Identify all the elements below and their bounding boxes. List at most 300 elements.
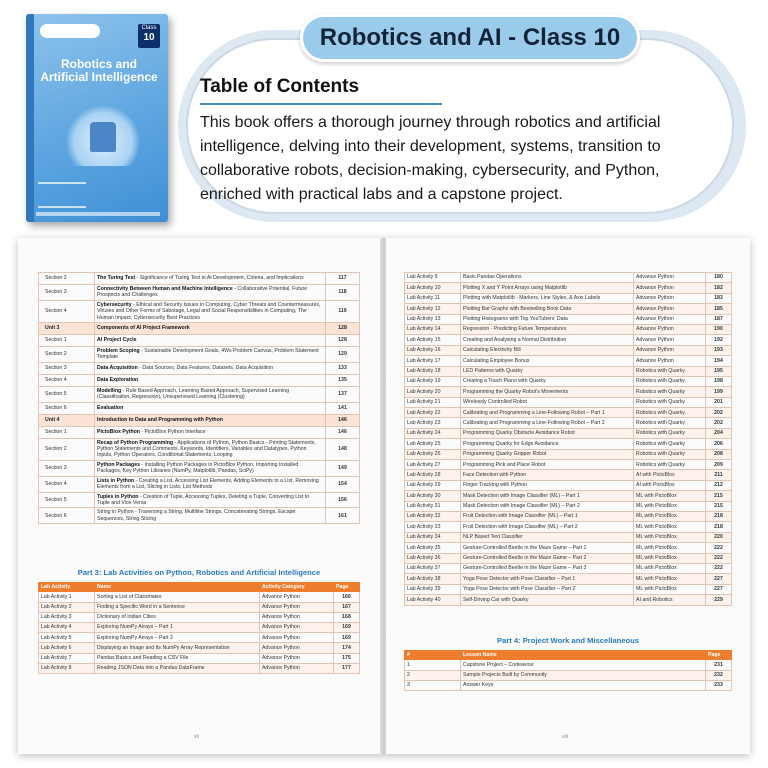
toc-topic-title: Evaluation xyxy=(97,404,124,411)
right-page xyxy=(386,238,750,754)
lab-category: AI and Robotics xyxy=(634,595,706,605)
toc-topic xyxy=(95,285,326,301)
lab-number: Lab Activity 37 xyxy=(405,563,461,573)
toc-row xyxy=(39,438,360,460)
toc-topic xyxy=(95,438,326,460)
table-row xyxy=(405,314,732,324)
lab-page: 220 xyxy=(706,532,732,542)
table-row xyxy=(405,439,732,449)
toc-topic xyxy=(95,402,326,414)
lab-page: 198 xyxy=(706,376,732,386)
column-header: Lesson Name xyxy=(461,651,706,660)
table-row xyxy=(405,480,732,490)
lab-page: 222 xyxy=(706,563,732,573)
robot-illustration xyxy=(64,106,142,166)
lab-category: Advance Python xyxy=(260,643,334,653)
table-row xyxy=(405,335,732,345)
toc-topic-detail: - Creation of Tuple, Accessing Tuples, Deleting a Tuple, Converting List to Tuple and Vice-Versa xyxy=(97,493,310,506)
toc-topic-title: Cybersecurity xyxy=(97,301,132,308)
toc-table xyxy=(38,272,360,524)
left-page xyxy=(18,238,382,754)
publisher-logo xyxy=(40,24,100,38)
toc-row xyxy=(39,362,360,374)
column-header: Name xyxy=(95,583,260,592)
table-row xyxy=(405,660,732,670)
page-title: Robotics and AI - Class 10 xyxy=(319,24,621,51)
lab-page: 222 xyxy=(706,543,732,553)
lab-page: 222 xyxy=(706,553,732,563)
lab-name: Mask Detection with Image Classifier (ML) – Part 2 xyxy=(461,501,634,511)
column-header: # xyxy=(405,651,461,660)
lesson-page: 232 xyxy=(706,670,732,680)
toc-row xyxy=(39,347,360,363)
toc-section: Section 3 xyxy=(39,285,95,301)
toc-section: Section 3 xyxy=(39,362,95,374)
cover-footer-strip xyxy=(36,212,160,216)
toc-topic-detail: - Collaborative Potential, Future Prospects and Challenges xyxy=(97,286,308,299)
lab-page: 227 xyxy=(706,584,732,594)
lab-category: Advance Python xyxy=(634,345,706,355)
lab-activities-table-continued xyxy=(404,272,732,606)
lab-page: 182 xyxy=(706,283,732,293)
lab-number: Lab Activity 2 xyxy=(39,602,95,612)
toc-topic-detail: - Rule Based Approach, Learning Based Approach, Supervised Learning (Classification, Regression), Unsupervised Learning (Clustering) xyxy=(97,387,290,401)
lab-name: Yoga Pose Detector with Pose Classifier – Part 2 xyxy=(461,584,634,594)
lab-name: Finding a Specific Word in a Sentence xyxy=(95,602,260,612)
toc-section: Section 6 xyxy=(39,402,95,414)
toc-topic xyxy=(95,347,326,363)
lab-name: Pandas Basics and Reading a CSV File xyxy=(95,653,260,663)
book-spine xyxy=(26,14,34,222)
toc-topic-title: Problem Scoping xyxy=(97,348,140,355)
lab-category: Advance Python xyxy=(634,293,706,303)
lab-number: Lab Activity 26 xyxy=(405,449,461,459)
toc-page: 119 xyxy=(326,300,360,322)
toc-topic-detail: String in Python - Traversing a String, Multiline Strings, Concatenating Strings, Escape Sequences, String Slicing xyxy=(97,509,296,522)
toc-row xyxy=(39,476,360,492)
table-row xyxy=(39,622,360,632)
lab-category: AI with PictoBlox xyxy=(634,480,706,490)
toc-page: 137 xyxy=(326,386,360,402)
lab-name: Calibrating and Programming a Line-Following Robot – Part 1 xyxy=(461,408,634,418)
lesson-number: 2 xyxy=(405,670,461,680)
table-row xyxy=(405,470,732,480)
table-row xyxy=(405,680,732,690)
part3-title: Part 3: Lab Activities on Python, Robotics and Artificial Intelligence xyxy=(77,568,321,577)
lab-category: Robotics with Quarky xyxy=(634,366,706,376)
toc-topic-detail: - Installing Python Packages in PictoBlox Python, Importing Installed Packages, Key Python Libraries (NumPy, Matplotlib, Pandas, SciPy) xyxy=(97,461,299,475)
cover-decoration xyxy=(38,182,86,208)
lab-category: Robotics with Quarky xyxy=(634,376,706,386)
lab-number: Lab Activity 31 xyxy=(405,501,461,511)
toc-page: 146 xyxy=(326,414,360,426)
column-header: Lab Activity xyxy=(39,583,95,592)
lab-category: Advance Python xyxy=(634,314,706,324)
lab-category: Advance Python xyxy=(634,324,706,334)
lab-page: 169 xyxy=(334,633,360,643)
table-row xyxy=(405,670,732,680)
lab-page: 209 xyxy=(706,460,732,470)
lab-number: Lab Activity 13 xyxy=(405,314,461,324)
lab-category: Advance Python xyxy=(634,304,706,314)
toc-topic-detail: - Creating a List, Accessing List Elements, Adding Elements to a List, Removing Elements from a List, Slicing in Lists, List Methods xyxy=(97,477,319,491)
toc-section: Section 6 xyxy=(39,508,95,524)
toc-topic-title: Introduction to Data and Programming with Python xyxy=(97,416,223,423)
table-row xyxy=(405,522,732,532)
lab-name: Fruit Detection with Image Classifier (ML) – Part 1 xyxy=(461,511,634,521)
lab-number: Lab Activity 18 xyxy=(405,366,461,376)
lab-number: Lab Activity 1 xyxy=(39,592,95,602)
table-row xyxy=(39,663,360,673)
table-row xyxy=(39,653,360,663)
lab-page: 215 xyxy=(706,501,732,511)
table-row xyxy=(405,511,732,521)
toc-topic-title: Tuples in Python xyxy=(97,493,139,500)
lab-name: Regression - Predicting Future Temperatures xyxy=(461,324,634,334)
toc-section: Section 4 xyxy=(39,476,95,492)
table-row xyxy=(405,376,732,386)
lab-category: ML with PictoBlox xyxy=(634,511,706,521)
lab-page: 229 xyxy=(706,595,732,605)
lab-page: 187 xyxy=(706,314,732,324)
toc-row xyxy=(39,273,360,285)
toc-row xyxy=(39,374,360,386)
table-row xyxy=(405,408,732,418)
lab-category: ML with PictoBlox xyxy=(634,563,706,573)
table-row xyxy=(405,584,732,594)
toc-topic-detail: - Ethical and Security Issues in Computing, Cyber Threats and Countermeasures, Viruses and Other Forms of Sabotage, Legal and Social Responsibilities in Computing, The Human Impact, Cybersecurity Best Practices xyxy=(97,301,321,321)
lab-number: Lab Activity 20 xyxy=(405,387,461,397)
project-work-table xyxy=(404,650,732,691)
toc-row xyxy=(39,508,360,524)
toc-row xyxy=(39,386,360,402)
lab-page: 166 xyxy=(334,592,360,602)
lab-name: Exploring NumPy Arrays – Part 2 xyxy=(95,633,260,643)
lab-category: ML with PictoBlox xyxy=(634,522,706,532)
lab-page: 208 xyxy=(706,449,732,459)
lab-page: 167 xyxy=(334,602,360,612)
toc-topic-title: Modelling xyxy=(97,387,122,394)
lab-number: Lab Activity 28 xyxy=(405,470,461,480)
lab-page: 180 xyxy=(706,273,732,283)
lab-category: Advance Python xyxy=(634,356,706,366)
table-row xyxy=(405,324,732,334)
lab-number: Lab Activity 21 xyxy=(405,397,461,407)
lab-name: Creating and Analysing a Normal Distribution xyxy=(461,335,634,345)
lab-name: Plotting Histograms with Top YouTubers' Data xyxy=(461,314,634,324)
lab-name: Calculating Electricity Bill xyxy=(461,345,634,355)
lab-category: Advance Python xyxy=(634,335,706,345)
book-description: This book offers a thorough journey through robotics and artificial intelligence, delving into their development, systems, transition to collaborative robots, decision-making, cybersecurity, and Python, enriched with practical labs and a capstone project. xyxy=(200,114,661,203)
book-cover-title: Robotics and Artificial Intelligence xyxy=(40,57,158,84)
table-row xyxy=(405,543,732,553)
lab-page: 185 xyxy=(706,304,732,314)
lab-page: 169 xyxy=(334,622,360,632)
toc-page: 118 xyxy=(326,285,360,301)
lab-category: Advance Python xyxy=(260,592,334,602)
lab-number: Lab Activity 34 xyxy=(405,532,461,542)
lesson-page: 233 xyxy=(706,680,732,690)
lab-number: Lab Activity 39 xyxy=(405,584,461,594)
lab-category: Robotics with Quarky xyxy=(634,449,706,459)
lab-name: Plotting X and Y Point Arrays using Matplotlib xyxy=(461,283,634,293)
lesson-name: Sample Projects Built by Community xyxy=(461,670,706,680)
toc-page: 128 xyxy=(326,335,360,347)
table-row xyxy=(39,592,360,602)
lab-number: Lab Activity 22 xyxy=(405,408,461,418)
lab-name: Yoga Pose Detector with Pose Classifier – Part 1 xyxy=(461,574,634,584)
lab-category: Robotics with Quarky xyxy=(634,408,706,418)
lab-number: Lab Activity 33 xyxy=(405,522,461,532)
lab-name: Creating a Touch Piano with Quarky xyxy=(461,376,634,386)
heading-underline xyxy=(200,103,442,105)
lab-page: 206 xyxy=(706,439,732,449)
lab-name: Plotting with Matplotlib - Markers, Line Styles, & Axis Labels xyxy=(461,293,634,303)
unit-row xyxy=(39,414,360,426)
lab-number: Lab Activity 32 xyxy=(405,511,461,521)
table-row xyxy=(405,553,732,563)
lab-page: 174 xyxy=(334,643,360,653)
toc-section: Section 1 xyxy=(39,335,95,347)
lab-name: Programming Quarky Obstacle Avoidance Robot xyxy=(461,428,634,438)
toc-topic xyxy=(95,476,326,492)
table-row xyxy=(39,602,360,612)
lab-number: Lab Activity 11 xyxy=(405,293,461,303)
toc-section: Unit 3 xyxy=(39,323,95,335)
lab-category: Robotics with Quarky xyxy=(634,439,706,449)
table-row xyxy=(39,612,360,622)
page-number-right: viii xyxy=(562,734,568,740)
toc-topic-detail: - Data Sources, Data Features, Datasets, Data Acquisition xyxy=(137,365,273,372)
table-row xyxy=(405,595,732,605)
lab-number: Lab Activity 10 xyxy=(405,283,461,293)
toc-section: Section 2 xyxy=(39,273,95,285)
lab-number: Lab Activity 12 xyxy=(405,304,461,314)
lab-name: NLP Based Text Classifier xyxy=(461,532,634,542)
toc-section: Section 2 xyxy=(39,438,95,460)
column-header: Page xyxy=(334,583,360,592)
lab-category: Robotics with Quarky xyxy=(634,387,706,397)
lab-number: Lab Activity 15 xyxy=(405,335,461,345)
lab-number: Lab Activity 24 xyxy=(405,428,461,438)
toc-page: 133 xyxy=(326,362,360,374)
toc-topic-title: Lists in Python xyxy=(97,477,135,484)
toc-row xyxy=(39,426,360,438)
table-row xyxy=(405,293,732,303)
lab-number: Lab Activity 19 xyxy=(405,376,461,386)
toc-topic-title: Recap of Python Programming xyxy=(97,439,174,446)
toc-page: 149 xyxy=(326,460,360,476)
book-cover-image xyxy=(26,14,168,222)
lab-name: Gesture-Controlled Beetle in the Maze Game – Part 2 xyxy=(461,553,634,563)
table-row xyxy=(405,428,732,438)
toc-page: 117 xyxy=(326,273,360,285)
lab-number: Lab Activity 25 xyxy=(405,439,461,449)
toc-row xyxy=(39,300,360,322)
lesson-name: Capstone Project – Codeavour xyxy=(461,660,706,670)
lab-name: Programming Quarky Gripper Robot xyxy=(461,449,634,459)
toc-topic xyxy=(95,492,326,508)
lab-name: Programming Pick and Place Robot xyxy=(461,460,634,470)
lab-page: 193 xyxy=(706,345,732,355)
unit-row xyxy=(39,323,360,335)
table-row xyxy=(405,418,732,428)
toc-topic-title: AI Project Cycle xyxy=(97,337,137,344)
toc-topic-title: PictoBlox Python xyxy=(97,428,140,435)
toc-topic xyxy=(95,374,326,386)
lab-category: Robotics with Quarky xyxy=(634,460,706,470)
toc-page: 161 xyxy=(326,508,360,524)
lab-name: Calculating Employee Bonus xyxy=(461,356,634,366)
table-row xyxy=(405,273,732,283)
grade-number: 10 xyxy=(143,32,155,43)
toc-page: 154 xyxy=(326,476,360,492)
toc-row xyxy=(39,460,360,476)
lab-category: Advance Python xyxy=(260,653,334,663)
toc-section: Section 5 xyxy=(39,492,95,508)
lab-number: Lab Activity 14 xyxy=(405,324,461,334)
lab-name: Exploring NumPy Arrays – Part 1 xyxy=(95,622,260,632)
toc-topic-detail: - Applications of Python, Python Basics - Printing Statements, Python Statements and Comments, Keywords, Identifiers, Variables and Datatypes, Python Inputs, Python Operators, Conditional Statements, Looping xyxy=(97,439,316,459)
lab-page: 204 xyxy=(706,428,732,438)
lab-name: Programming Quarky for Edge Avoidance xyxy=(461,439,634,449)
toc-page: 141 xyxy=(326,402,360,414)
lab-name: Gesture-Controlled Beetle in the Maze Game – Part 3 xyxy=(461,563,634,573)
lab-page: 211 xyxy=(706,470,732,480)
toc-topic-detail: - PictoBlox Python Interface xyxy=(139,428,206,435)
toc-topic-detail: - Sustainable Development Goals, 4Ws Problem Canvas, Problem Statement Template xyxy=(97,348,319,361)
lab-category: Advance Python xyxy=(260,633,334,643)
table-row xyxy=(405,387,732,397)
lab-category: ML with PictoBlox xyxy=(634,501,706,511)
lab-number: Lab Activity 8 xyxy=(39,663,95,673)
grade-label: Class xyxy=(141,25,157,31)
table-row xyxy=(405,345,732,355)
lab-number: Lab Activity 38 xyxy=(405,574,461,584)
lab-page: 177 xyxy=(334,663,360,673)
table-row xyxy=(405,356,732,366)
lab-name: Programming the Quarky Robot's Movements xyxy=(461,387,634,397)
toc-topic xyxy=(95,460,326,476)
lesson-name: Answer Keys xyxy=(461,680,706,690)
toc-topic xyxy=(95,414,326,426)
lab-category: Robotics with Quarky xyxy=(634,428,706,438)
lab-name: Sorting a List of Classmates xyxy=(95,592,260,602)
lab-page: 218 xyxy=(706,511,732,521)
lesson-number: 3 xyxy=(405,680,461,690)
lab-category: Advance Python xyxy=(260,612,334,622)
lab-number: Lab Activity 23 xyxy=(405,418,461,428)
table-row xyxy=(405,449,732,459)
toc-topic-title: The Turing Test xyxy=(97,275,136,282)
lab-category: ML with PictoBlox xyxy=(634,543,706,553)
toc-section: Section 3 xyxy=(39,460,95,476)
toc-topic xyxy=(95,362,326,374)
toc-section: Section 4 xyxy=(39,374,95,386)
lab-number: Lab Activity 6 xyxy=(39,643,95,653)
lab-number: Lab Activity 30 xyxy=(405,491,461,501)
toc-row xyxy=(39,335,360,347)
table-row xyxy=(405,501,732,511)
lab-page: 227 xyxy=(706,574,732,584)
lab-page: 202 xyxy=(706,418,732,428)
lab-name: Self-Driving Car with Quarky xyxy=(461,595,634,605)
lab-name: Calibrating and Programming a Line-Following Robot – Part 2 xyxy=(461,418,634,428)
toc-section: Section 4 xyxy=(39,300,95,322)
lab-name: Wirelessly Controlled Robot xyxy=(461,397,634,407)
toc-page: 156 xyxy=(326,492,360,508)
toc-section: Section 5 xyxy=(39,386,95,402)
toc-topic-title: Connectivity Between Human and Machine Intelligence xyxy=(97,286,233,292)
lab-number: Lab Activity 17 xyxy=(405,356,461,366)
lab-activities-table xyxy=(38,582,360,674)
toc-topic xyxy=(95,386,326,402)
part4-title: Part 4: Project Work and Miscellaneous xyxy=(496,636,640,645)
lab-page: 199 xyxy=(706,387,732,397)
lab-page: 190 xyxy=(706,324,732,334)
lab-page: 175 xyxy=(334,653,360,663)
lab-name: Fruit Detection with Image Classifier (ML) – Part 2 xyxy=(461,522,634,532)
toc-page: 135 xyxy=(326,374,360,386)
lab-category: AI with PictoBlox xyxy=(634,470,706,480)
toc-page: 128 xyxy=(326,323,360,335)
lab-name: Finger Tracking with Python xyxy=(461,480,634,490)
lab-name: Gesture-Controlled Beetle in the Maze Game – Part 1 xyxy=(461,543,634,553)
table-row xyxy=(405,366,732,376)
toc-row xyxy=(39,402,360,414)
lab-category: Advance Python xyxy=(634,273,706,283)
table-row xyxy=(405,491,732,501)
lab-number: Lab Activity 7 xyxy=(39,653,95,663)
lab-page: 212 xyxy=(706,480,732,490)
lab-category: Advance Python xyxy=(260,663,334,673)
table-row xyxy=(405,304,732,314)
lab-number: Lab Activity 40 xyxy=(405,595,461,605)
lab-page: 192 xyxy=(706,335,732,345)
book-spread xyxy=(18,238,750,754)
toc-row xyxy=(39,492,360,508)
lab-page: 195 xyxy=(706,366,732,376)
toc-topic-title: Components of AI Project Framework xyxy=(97,325,190,332)
lab-page: 194 xyxy=(706,356,732,366)
lab-category: ML with PictoBlox xyxy=(634,532,706,542)
lab-page: 201 xyxy=(706,397,732,407)
table-row xyxy=(405,563,732,573)
lab-number: Lab Activity 16 xyxy=(405,345,461,355)
toc-topic-title: Python Packages xyxy=(97,461,140,468)
lab-category: Robotics with Quarky xyxy=(634,397,706,407)
column-header: Activity Category xyxy=(260,583,334,592)
lesson-number: 1 xyxy=(405,660,461,670)
lab-category: Robotics with Quarky xyxy=(634,418,706,428)
lab-number: Lab Activity 4 xyxy=(39,622,95,632)
lab-category: ML with PictoBlox xyxy=(634,574,706,584)
lab-number: Lab Activity 5 xyxy=(39,633,95,643)
lab-category: ML with PictoBlox xyxy=(634,584,706,594)
lab-name: Reading JSON Data into a Pandas DataFrame xyxy=(95,663,260,673)
table-row xyxy=(405,283,732,293)
toc-section: Unit 4 xyxy=(39,414,95,426)
toc-page: 148 xyxy=(326,438,360,460)
toc-topic xyxy=(95,273,326,285)
toc-heading: Table of Contents xyxy=(200,76,360,97)
column-header: Page xyxy=(706,651,732,660)
toc-topic xyxy=(95,323,326,335)
toc-topic xyxy=(95,300,326,322)
table-row xyxy=(405,532,732,542)
lab-category: ML with PictoBlox xyxy=(634,491,706,501)
lab-page: 215 xyxy=(706,491,732,501)
